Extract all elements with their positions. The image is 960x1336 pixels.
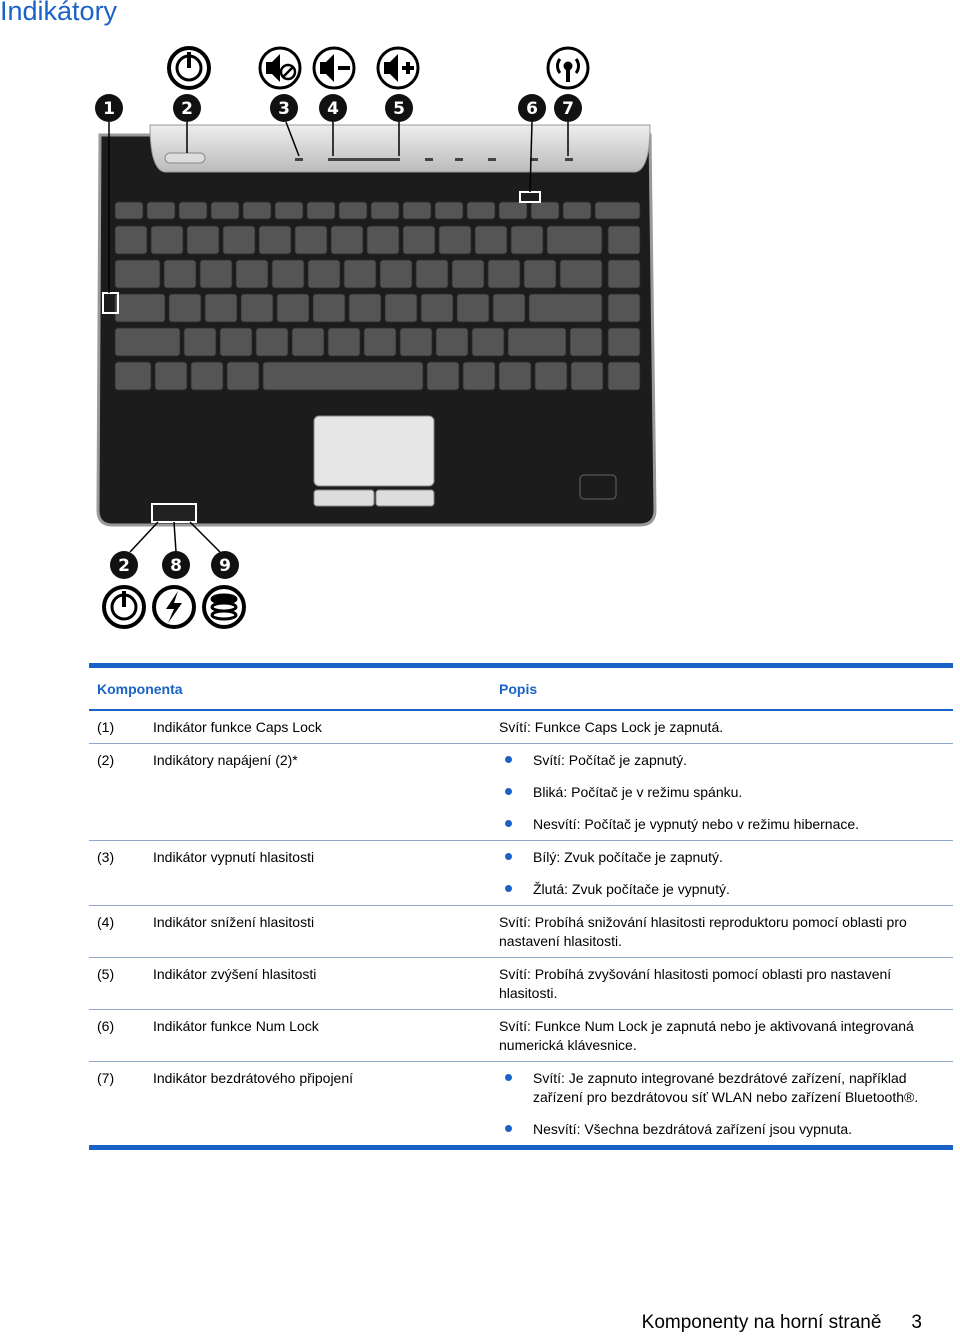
row-number: (6) [89, 1010, 145, 1062]
callout-label: 9 [219, 556, 231, 576]
row-description: Svítí: Funkce Caps Lock je zapnutá. [491, 710, 953, 744]
callout-6 [518, 94, 546, 122]
row-number: (2) [97, 752, 115, 768]
callout-label: 5 [393, 99, 405, 119]
row-description: Nesvítí: Všechna bezdrátová zařízení jsou vypnuta. [491, 1113, 953, 1148]
row-component [145, 776, 491, 808]
row-number [89, 808, 145, 841]
space-key-row [115, 362, 640, 390]
callout-label: 2 [118, 556, 130, 576]
row-number: (3) [97, 849, 115, 865]
callout-4 [319, 94, 347, 122]
row-number [89, 873, 145, 906]
home-key-row [115, 294, 640, 322]
callout-label: 6 [526, 99, 538, 119]
row-number [89, 776, 145, 808]
table-row [89, 808, 953, 841]
number-key-row [115, 226, 640, 254]
row-number: (1) [89, 710, 145, 744]
row-description: Bliká: Počítač je v režimu spánku. [491, 776, 953, 808]
page-footer [642, 1312, 922, 1334]
callout-5 [385, 94, 413, 122]
keyboard [115, 202, 640, 390]
table-row [89, 906, 953, 958]
callout-label: 2 [181, 99, 193, 119]
callout-2b [110, 551, 138, 579]
table-row [89, 1010, 953, 1062]
row-description: Nesvítí: Počítač je vypnutý nebo v režimu hibernace. [491, 808, 953, 841]
touchpad [314, 416, 434, 506]
power-icon [169, 48, 209, 88]
row-description: Bílý: Zvuk počítače je zapnutý. [491, 841, 953, 874]
row-number: (4) [89, 906, 145, 958]
table-row [89, 710, 953, 744]
row-description: Žlutá: Zvuk počítače je vypnutý. [491, 873, 953, 906]
table-row [89, 958, 953, 1010]
callout-label: 4 [327, 99, 339, 119]
table-row [89, 1062, 953, 1114]
callout-label: 3 [278, 99, 290, 119]
battery-charge-icon [154, 587, 194, 627]
front-led-highlight [152, 504, 196, 522]
callout-8 [162, 551, 190, 579]
table-header [89, 666, 953, 711]
row-component [145, 808, 491, 841]
row-component: Indikátor snížení hlasitosti [145, 906, 491, 958]
volume-down-icon [314, 48, 354, 88]
hinge-strip [150, 125, 650, 172]
header-component: Komponenta [89, 666, 491, 711]
mute-icon [260, 48, 300, 88]
indicator-table [89, 663, 953, 1150]
table-row [89, 1113, 953, 1148]
row-description: Svítí: Funkce Num Lock je zapnutá nebo je aktivovaná integrovaná numerická klávesnice. [491, 1010, 953, 1062]
row-number: (7) [97, 1070, 115, 1086]
drive-icon [204, 587, 244, 627]
volume-up-icon [378, 48, 418, 88]
callout-3 [270, 94, 298, 122]
footer-section-title: Komponenty na horní straně [641, 1312, 882, 1333]
callout-2 [173, 94, 201, 122]
callout-7 [554, 94, 582, 122]
row-description: Svítí: Probíhá zvyšování hlasitosti pomocí oblasti pro nastavení hlasitosti. [491, 958, 953, 1010]
wireless-icon [548, 48, 588, 88]
row-number: (5) [89, 958, 145, 1010]
row-description: Svítí: Probíhá snižování hlasitosti reproduktoru pomocí oblasti pro nastavení hlasitosti. [491, 906, 953, 958]
row-description: Svítí: Je zapnuto integrované bezdrátové zařízení, například zařízení pro bezdrátovou síť WLAN nebo zařízení Bluetooth®. [491, 1062, 953, 1114]
callout-1 [95, 94, 123, 122]
row-component [145, 873, 491, 906]
page-title: Indikátory [0, 0, 118, 26]
callout-9 [211, 551, 239, 579]
laptop-indicator-figure [90, 40, 670, 640]
callout-label: 7 [562, 99, 574, 119]
row-component: Indikátor funkce Caps Lock [145, 710, 491, 744]
power-icon [104, 587, 144, 627]
page-number: 3 [911, 1312, 922, 1333]
row-description: Svítí: Počítač je zapnutý. [491, 744, 953, 777]
row-component: Indikátor zvýšení hlasitosti [145, 958, 491, 1010]
row-component: Indikátor vypnutí hlasitosti [153, 849, 315, 865]
row-component [145, 1113, 491, 1148]
callout-label: 1 [103, 99, 115, 119]
table-row [89, 776, 953, 808]
table-row [89, 873, 953, 906]
shift-key-row [115, 328, 640, 356]
row-number [89, 1113, 145, 1148]
row-component: Indikátor funkce Num Lock [145, 1010, 491, 1062]
row-component: Indikátory napájení (2)* [153, 752, 298, 768]
table-row [89, 744, 953, 777]
callout-label: 8 [170, 556, 182, 576]
table-row [89, 841, 953, 874]
header-description: Popis [491, 666, 953, 711]
row-component: Indikátor bezdrátového připojení [153, 1070, 354, 1086]
